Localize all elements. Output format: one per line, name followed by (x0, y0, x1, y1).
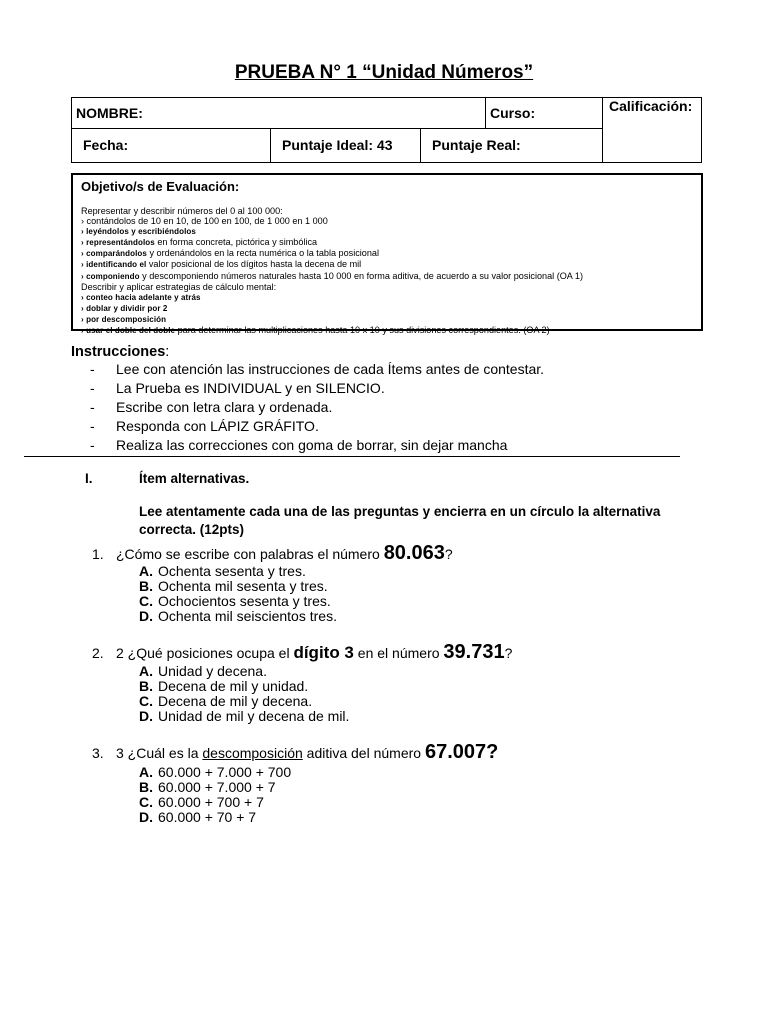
objective-line (81, 303, 583, 314)
objective-line-text: Representar y describir números del 0 al 100 000: (81, 206, 283, 216)
objective-line (81, 282, 583, 292)
question-1-options (139, 564, 337, 624)
answer-option[interactable] (139, 609, 337, 624)
option-text: Decena de mil y decena. (158, 693, 313, 709)
horizontal-rule (24, 456, 680, 457)
instruction-text: Lee con atención las instrucciones de cada Ítems antes de contestar. (116, 361, 545, 377)
objective-line-text: y ordenándolos en la recta numérica o la tabla posicional (146, 248, 379, 259)
student-info-table (71, 97, 603, 163)
objective-line-text: › contándolos de 10 en 10, de 100 en 100, de 1 000 en 1 000 (81, 216, 328, 227)
bullet-dash: - (90, 437, 95, 453)
question-number-highlight: 39.731 (443, 641, 505, 663)
objective-lines (81, 206, 583, 336)
bullet-dash: - (90, 399, 95, 415)
option-letter: A. (139, 764, 153, 780)
option-letter: C. (139, 794, 153, 810)
option-text: Ochenta mil sesenta y tres. (158, 578, 328, 594)
objective-line (81, 325, 583, 336)
instruction-text: Responda con LÁPIZ GRÁFITO. (116, 418, 319, 434)
curso-label: Curso: (490, 105, 536, 121)
puntaje-ideal-label: Puntaje Ideal: 43 (282, 137, 393, 153)
objective-line-text: valor posicional de los dígitos hasta la decena de mil (146, 259, 362, 270)
answer-option[interactable] (139, 780, 291, 795)
question-number: 3. (92, 745, 104, 761)
section-lead: Lee atentamente cada una de las preguntas y encierra en un círculo la alternativa correcta. (12pts) (139, 504, 661, 537)
answer-option[interactable] (139, 594, 337, 609)
objective-line-text: para determinar las multiplicaciones hasta 10 x 10 y sus divisiones correspondientes. (OA 2) (175, 325, 550, 336)
question-underlined-word: descomposición (202, 745, 303, 761)
objective-line (81, 271, 583, 282)
option-letter: A. (139, 663, 153, 679)
option-text: 60.000 + 700 + 7 (158, 794, 264, 810)
instructions-title: Instrucciones (71, 344, 166, 360)
answer-option[interactable] (139, 765, 291, 780)
question-number: 2. (92, 645, 104, 661)
question-3 (92, 741, 498, 764)
objective-line (81, 237, 583, 248)
answer-option[interactable] (139, 664, 349, 679)
objective-line (81, 206, 583, 216)
table-divider (420, 128, 421, 163)
question-highlight: dígito 3 (293, 643, 354, 662)
calificacion-box (602, 97, 702, 163)
objective-title: Objetivo/s de Evaluación: (81, 179, 240, 194)
objective-line-bold: › doblar y dividir por 2 (81, 303, 168, 313)
objective-line-text: Describir y aplicar estrategias de cálculo mental: (81, 281, 277, 292)
question-3-options (139, 765, 291, 825)
option-letter: D. (139, 809, 153, 825)
objective-line (81, 216, 583, 226)
option-text: 60.000 + 7.000 + 700 (158, 764, 292, 780)
question-2 (92, 641, 512, 664)
objective-line-bold: › leyéndolos y escribiéndolos (81, 227, 196, 237)
option-letter: C. (139, 593, 153, 609)
answer-option[interactable] (139, 579, 337, 594)
nombre-label: NOMBRE: (76, 105, 143, 121)
table-divider (485, 98, 486, 128)
fecha-label: Fecha: (83, 137, 129, 153)
option-text: Unidad de mil y decena de mil. (158, 708, 350, 724)
question-text: ¿Cómo se escribe con palabras el número (116, 546, 384, 562)
objective-line (81, 314, 583, 325)
puntaje-real-label: Puntaje Real: (432, 137, 521, 153)
instructions-heading (71, 344, 169, 360)
question-1 (92, 542, 453, 565)
option-letter: D. (139, 608, 153, 624)
section-title: Ítem alternativas. (139, 471, 250, 486)
instruction-text: La Prueba es INDIVIDUAL y en SILENCIO. (116, 380, 385, 396)
bullet-dash: - (90, 418, 95, 434)
objective-line (81, 226, 583, 237)
objective-box (71, 173, 703, 336)
answer-option[interactable] (139, 810, 291, 825)
bullet-dash: - (90, 361, 95, 377)
option-letter: B. (139, 678, 153, 694)
answer-option[interactable] (139, 679, 349, 694)
answer-option[interactable] (139, 694, 349, 709)
section-heading (85, 471, 249, 486)
question-text: aditiva del número (302, 745, 425, 761)
objective-line-text: en forma concreta, pictórica y simbólica (154, 237, 318, 248)
objective-line-bold: › componiendo (81, 271, 140, 281)
question-2-options (139, 664, 349, 724)
question-number-highlight: 67.007? (424, 741, 499, 763)
objective-line-bold: › conteo hacia adelante y atrás (81, 292, 201, 302)
option-text: 60.000 + 70 + 7 (158, 809, 257, 825)
answer-option[interactable] (139, 564, 337, 579)
section-number: I. (85, 471, 93, 486)
question-text: 2 ¿Qué posiciones ocupa el (116, 645, 294, 661)
option-text: Ochenta sesenta y tres. (158, 563, 306, 579)
question-number-highlight: 80.063 (383, 542, 445, 564)
objective-line-bold: › identificando el (81, 260, 147, 270)
page-title: PRUEBA N° 1 “Unidad Números” (234, 62, 534, 83)
answer-option[interactable] (139, 795, 291, 810)
question-text: ? (444, 546, 453, 562)
option-letter: B. (139, 779, 153, 795)
option-text: Decena de mil y unidad. (158, 678, 309, 694)
objective-line-bold: › por descomposición (81, 314, 167, 324)
table-divider (270, 128, 271, 163)
bullet-dash: - (90, 380, 95, 396)
question-text: ? (504, 645, 513, 661)
instruction-text: Realiza las correcciones con goma de borrar, sin dejar mancha (116, 437, 508, 453)
question-number: 1. (92, 546, 104, 562)
question-text: 3 ¿Cuál es la (116, 745, 203, 761)
option-letter: A. (139, 563, 153, 579)
objective-line (81, 248, 583, 259)
option-letter: C. (139, 693, 153, 709)
option-letter: D. (139, 708, 153, 724)
objective-line (81, 259, 583, 270)
option-letter: B. (139, 578, 153, 594)
answer-option[interactable] (139, 709, 349, 724)
objective-line (81, 292, 583, 303)
option-text: Unidad y decena. (158, 663, 267, 679)
calificacion-label: Calificación: (609, 98, 693, 114)
question-text: en el número (353, 645, 444, 661)
instruction-text: Escribe con letra clara y ordenada. (116, 399, 333, 415)
objective-line-bold: › comparándolos (81, 249, 147, 259)
option-text: 60.000 + 7.000 + 7 (158, 779, 276, 795)
objective-line-bold: › usar el doble del doble (81, 326, 176, 336)
option-text: Ochocientos sesenta y tres. (158, 593, 331, 609)
objective-line-text: y descomponiendo números naturales hasta 10 000 en forma aditiva, de acuerdo a su valor posicional (OA 1) (139, 270, 583, 281)
objective-line-bold: › representándolos (81, 238, 155, 248)
instructions-colon: : (165, 344, 170, 360)
option-text: Ochenta mil seiscientos tres. (158, 608, 337, 624)
